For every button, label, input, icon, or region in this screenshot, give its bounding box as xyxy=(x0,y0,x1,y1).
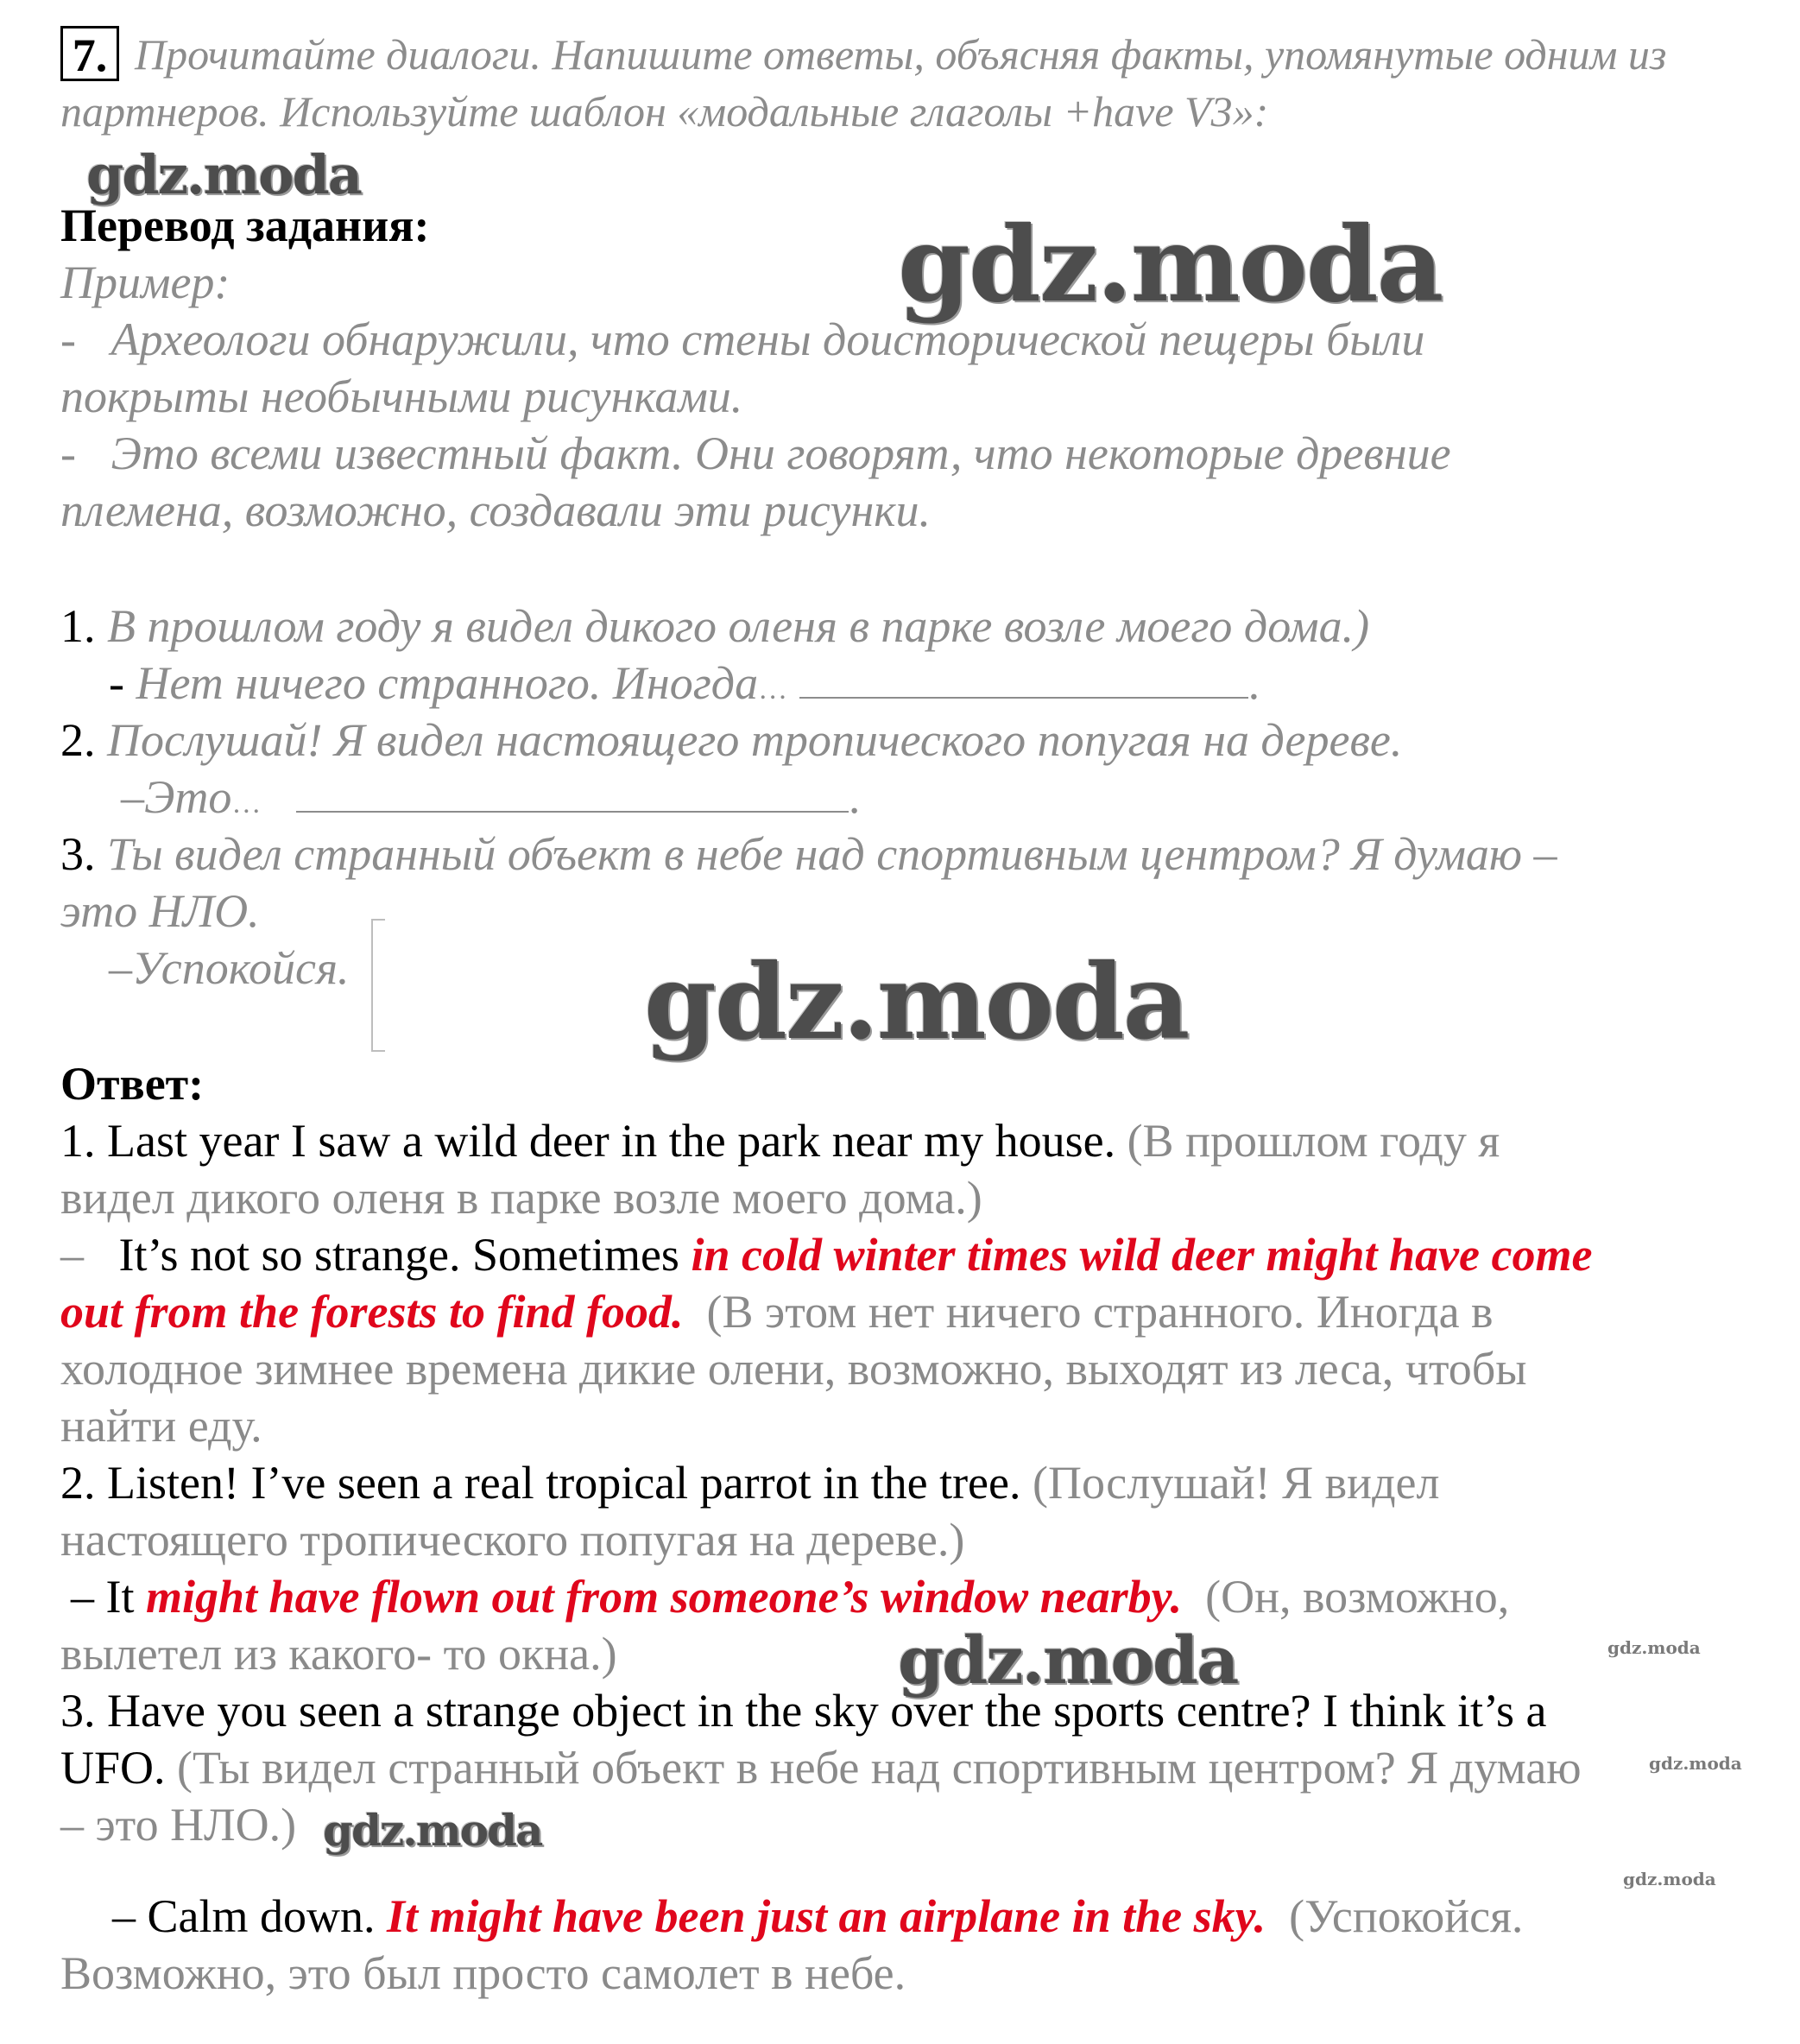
watermark-logo: gdz.moda xyxy=(644,941,1189,1063)
answer-3-line-2 xyxy=(60,1739,1582,1796)
reply-dash: - xyxy=(109,657,124,709)
item-number: 2. xyxy=(60,714,96,766)
reply-dash: – xyxy=(109,942,132,994)
answer-1-line xyxy=(60,1112,1500,1169)
reply-text: Это xyxy=(144,771,232,823)
item-text: Ты видел странный объект в небе над спортивным центром? Я думаю – xyxy=(107,828,1557,880)
item-text: Послушай! Я видел настоящего тропического попугая на дереве. xyxy=(107,714,1403,766)
reply-highlight: out from the forests to find food. xyxy=(60,1286,684,1338)
answer-blank xyxy=(799,659,1248,699)
item-text: В прошлом году я видел дикого оленя в парке возле моего дома.) xyxy=(107,600,1370,652)
answer-1-reply-cont xyxy=(60,1283,1494,1340)
watermark-small: gdz.moda xyxy=(1607,1637,1701,1658)
reply-highlight: in cold winter times wild deer might have come xyxy=(691,1229,1593,1281)
watermark-small: gdz.moda xyxy=(1649,1753,1742,1774)
watermark-small: gdz.moda xyxy=(1623,1869,1716,1889)
example-text-2b: племена, возможно, создавали эти рисунки. xyxy=(60,484,932,536)
answer-1-russian: (В прошлом году я xyxy=(1127,1115,1500,1167)
translation-item-1 xyxy=(60,598,1369,655)
example-label: Пример: xyxy=(60,256,231,308)
answer-3-reply xyxy=(112,1888,1523,1945)
watermark-logo: gdz.moda xyxy=(86,143,361,206)
task-number: 7. xyxy=(60,26,119,81)
reply-dash: – xyxy=(71,1571,94,1623)
reply-highlight: might have flown out from someone’s window nearby. xyxy=(146,1571,1183,1623)
translation-reply-3 xyxy=(109,940,350,997)
reply-start: It xyxy=(105,1571,135,1623)
reply-dash: – xyxy=(112,1890,136,1942)
answer-1-russian-cont: видел дикого оленя в парке возле моего дома.) xyxy=(60,1172,982,1224)
reply-text: Нет ничего странного. Иногда xyxy=(136,657,759,709)
answer-1-english: 1. Last year I saw a wild deer in the park near my house. xyxy=(60,1115,1116,1167)
item-number: 1. xyxy=(60,600,96,652)
answer-1-translation-2: холодное зимнее времена дикие олени, возможно, выходят из леса, чтобы xyxy=(60,1343,1527,1395)
bracket-mark xyxy=(371,919,385,1052)
watermark-logo: gdz.moda xyxy=(323,1805,542,1856)
translation-reply-2 xyxy=(121,769,860,832)
answer-2-russian: (Послушай! Я видел xyxy=(1032,1457,1440,1509)
reply-dash: – xyxy=(121,771,144,823)
watermark-logo: gdz.moda xyxy=(898,1622,1238,1699)
answer-3-russian-cont: – это НЛО.) xyxy=(60,1799,297,1851)
answer-2-line xyxy=(60,1454,1439,1511)
answer-1-translation-3: найти еду. xyxy=(60,1400,262,1452)
answer-3-english-end: UFO. xyxy=(60,1742,166,1794)
answer-heading: Ответ: xyxy=(60,1058,205,1110)
translation-heading: Перевод задания: xyxy=(60,199,430,251)
answer-2-translation-2: вылетел из какого- то окна.) xyxy=(60,1628,617,1680)
reply-start: It’s not so strange. Sometimes xyxy=(118,1229,679,1281)
example-text-1a: Археологи обнаружили, что стены доисторической пещеры были xyxy=(111,313,1425,365)
example-line-2 xyxy=(60,425,1451,482)
reply-ellipsis: … xyxy=(758,674,788,706)
answer-2-russian-cont: настоящего тропического попугая на дереве.) xyxy=(60,1514,965,1566)
reply-dash: – xyxy=(60,1229,84,1281)
reply-text: Успокойся. xyxy=(132,942,350,994)
reply-ellipsis: … xyxy=(231,788,262,819)
translation-item-2 xyxy=(60,712,1402,769)
translation-item-3 xyxy=(60,826,1557,883)
example-dash: - xyxy=(60,427,76,479)
task-instruction-line-2: партнеров. Используйте шаблон «модальные глаголы +have V3»: xyxy=(60,87,1269,136)
answer-1-reply xyxy=(60,1226,1592,1283)
answer-2-english: 2. Listen! I’ve seen a real tropical parrot in the tree. xyxy=(60,1457,1021,1509)
example-dash: - xyxy=(60,313,76,365)
watermark-logo: gdz.moda xyxy=(898,204,1443,326)
item-number: 3. xyxy=(60,828,96,880)
answer-3-russian: (Ты видел странный объект в небе над спортивным центром? Я думаю xyxy=(177,1742,1582,1794)
answer-3-translation-2: Возможно, это был просто самолет в небе. xyxy=(60,1947,906,1999)
example-text-1b: покрыты необычными рисунками. xyxy=(60,370,743,422)
reply-highlight: It might have been just an airplane in the sky. xyxy=(387,1890,1266,1942)
answer-2-reply xyxy=(71,1568,1509,1625)
translation-item-3-cont: это НЛО. xyxy=(60,885,260,937)
reply-translation: (Успокойся. xyxy=(1289,1890,1524,1942)
answer-blank xyxy=(296,773,849,813)
example-text-2a: Это всеми известный факт. Они говорят, что некоторые древние xyxy=(111,427,1451,479)
reply-translation: (В этом нет ничего странного. Иногда в xyxy=(706,1286,1494,1338)
reply-end: . xyxy=(1247,657,1260,709)
task-instruction-line-1: Прочитайте диалоги. Напишите ответы, объясняя факты, упомянутые одним из xyxy=(135,30,1667,79)
reply-end: . xyxy=(848,771,861,823)
reply-start: Calm down. xyxy=(147,1890,376,1942)
reply-translation: (Он, возможно, xyxy=(1205,1571,1510,1623)
answer-3-line: 3. Have you seen a strange object in the sky over the sports centre? I think it’s a xyxy=(60,1685,1547,1737)
translation-reply-1 xyxy=(109,655,1260,718)
